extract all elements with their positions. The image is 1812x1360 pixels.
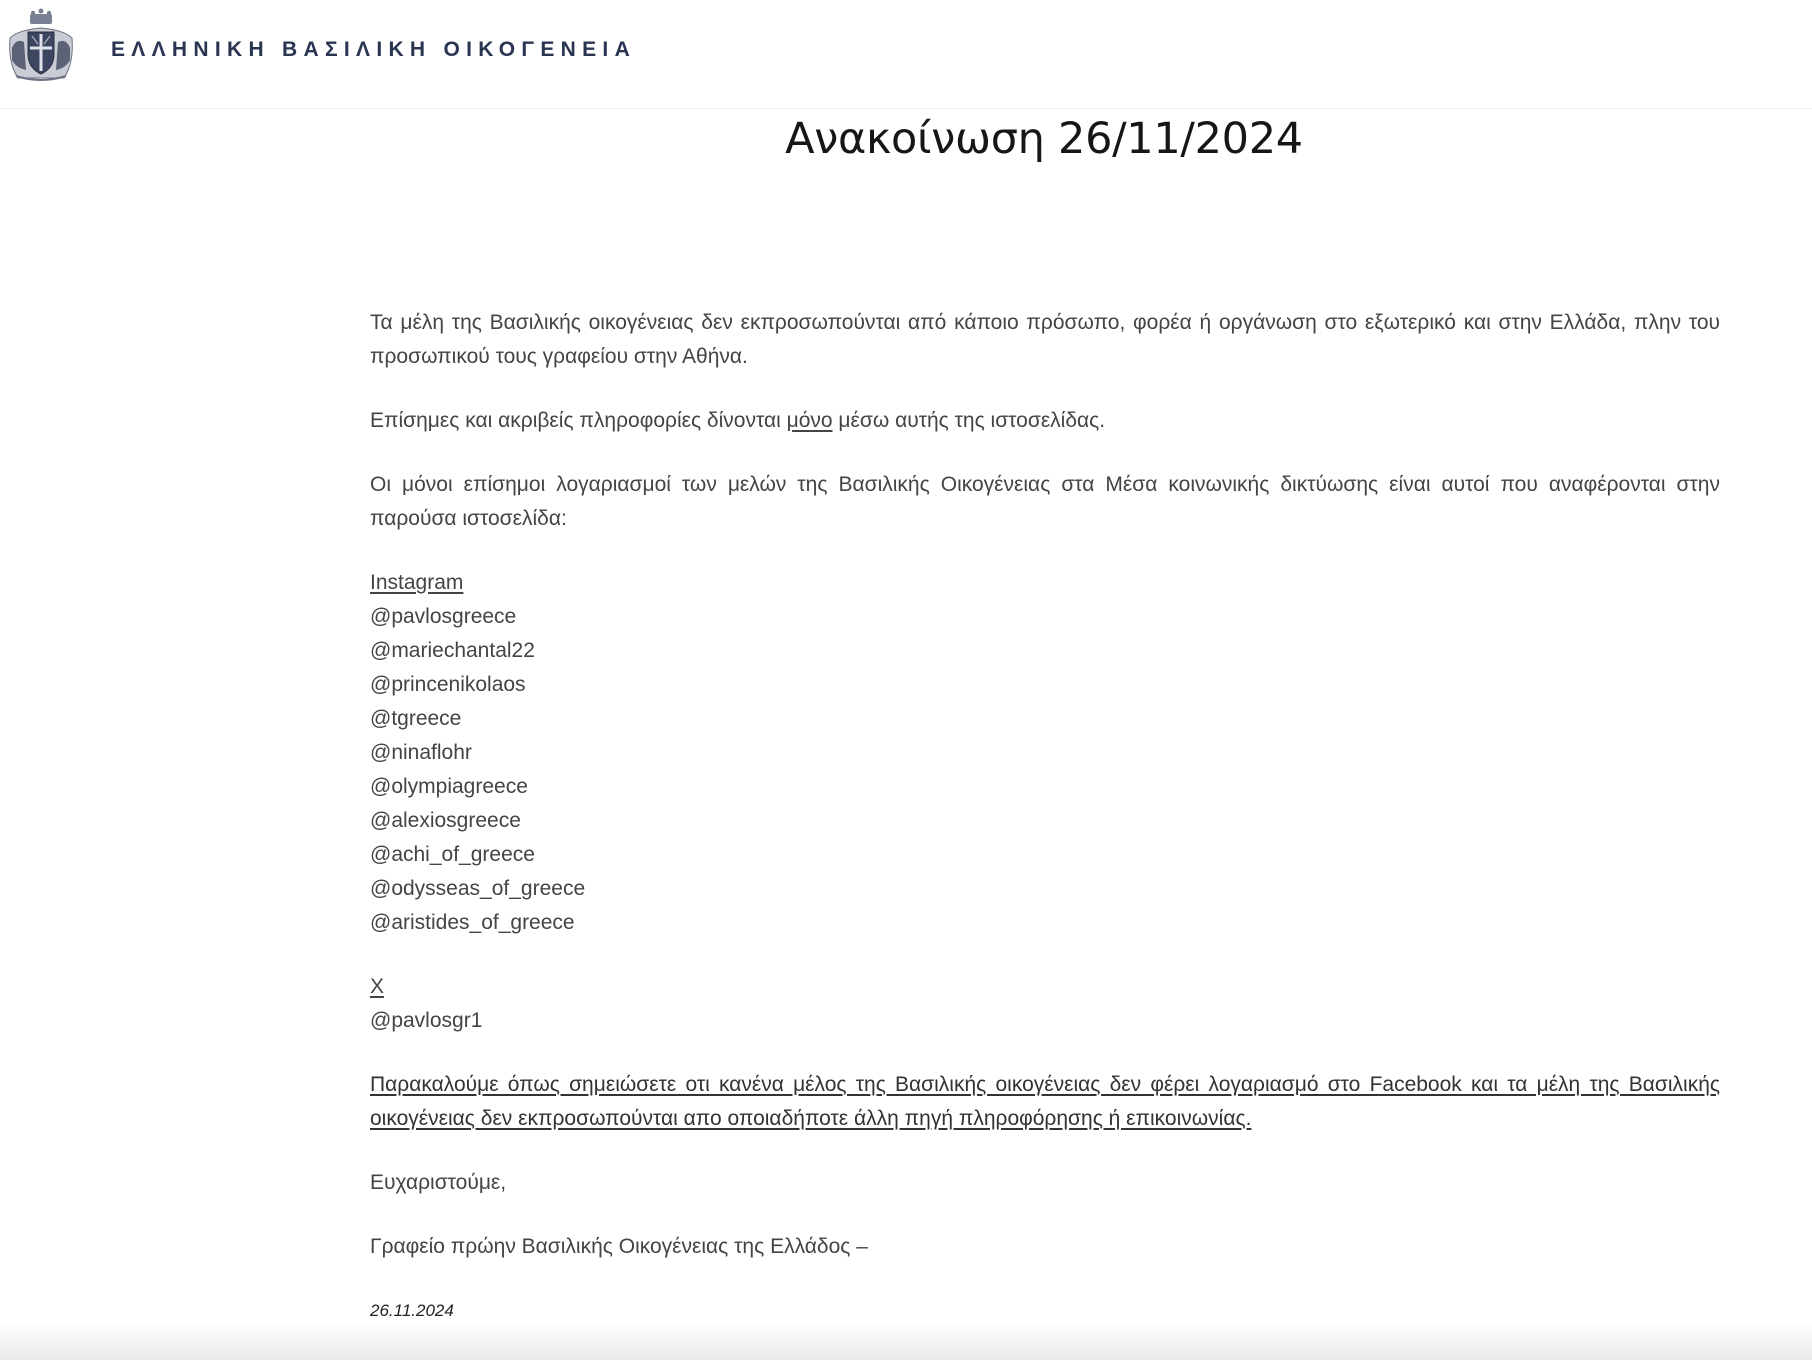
instagram-handle: @pavlosgreece bbox=[370, 605, 517, 628]
facebook-notice-link[interactable]: Παρακαλούμε όπως σημειώσετε οτι κανένα μέλος της Βασιλικής οικογένειας δεν φέρει λογαριασμό στο Facebook και τα μέλη της Βασιλικής οικογένειας δεν εκπροσωπούνται απο οποιαδήποτε άλλη πηγή πληροφόρησης ή επικοινωνίας. bbox=[370, 1073, 1720, 1130]
paragraph-official-info-text-start: Επίσημες και ακριβείς πληροφορίες δίνονται bbox=[370, 409, 787, 432]
page-title: Ανακοίνωση 26/11/2024 bbox=[785, 114, 1303, 164]
thanks-text: Ευχαριστούμε, bbox=[370, 1171, 507, 1194]
instagram-handle: @mariechantal22 bbox=[370, 639, 535, 662]
site-header bbox=[0, 0, 1812, 109]
x-handle: @pavlosgr1 bbox=[370, 1009, 483, 1032]
instagram-handle: @alexiosgreece bbox=[370, 809, 521, 832]
paragraph-official-info bbox=[370, 404, 1720, 438]
paragraph-official-info-text-end: μέσω αυτής της ιστοσελίδας. bbox=[832, 409, 1106, 432]
facebook-notice bbox=[370, 1068, 1720, 1136]
site-brand-link[interactable]: ΕΛΛΗΝΙΚΗ ΒΑΣΙΛΙΚΗ ΟΙΚΟΓΕΝΕΙΑ bbox=[111, 38, 637, 61]
royal-crest-icon[interactable] bbox=[4, 8, 78, 84]
instagram-handle: @achi_of_greece bbox=[370, 843, 535, 866]
x-link[interactable]: X bbox=[370, 975, 385, 998]
page-bottom-shadow bbox=[0, 1320, 1812, 1360]
signature-text: Γραφείο πρώην Βασιλικής Οικογένειας της Ελλάδος – bbox=[370, 1235, 868, 1258]
only-link[interactable]: μόνο bbox=[786, 409, 833, 432]
paragraph-representation: Τα μέλη της Βασιλικής οικογένειας δεν εκπροσωπούνται από κάποιο πρόσωπο, φορέα ή οργάνωση στο εξωτερικό και στην Ελλάδα, πλην του προσωπικού τους γραφείου στην Αθήνα. bbox=[370, 311, 1720, 368]
instagram-handle: @ninaflohr bbox=[370, 741, 472, 764]
instagram-handle: @aristides_of_greece bbox=[370, 911, 575, 934]
instagram-handle: @princenikolaos bbox=[370, 673, 526, 696]
instagram-handle: @tgreece bbox=[370, 707, 462, 730]
x-section bbox=[370, 970, 1720, 1038]
instagram-handle: @olympiagreece bbox=[370, 775, 528, 798]
instagram-link[interactable]: Instagram bbox=[370, 571, 464, 594]
announcement-date: 26.11.2024 bbox=[370, 1301, 454, 1320]
announcement-content bbox=[370, 306, 1720, 1358]
instagram-handle: @odysseas_of_greece bbox=[370, 877, 586, 900]
instagram-section bbox=[370, 566, 1720, 940]
paragraph-social-accounts: Οι μόνοι επίσημοι λογαριασμοί των μελών της Βασιλικής Οικογένειας στα Μέσα κοινωνικής δικτύωσης είναι αυτοί που αναφέρονται στην παρούσα ιστοσελίδα: bbox=[370, 473, 1720, 530]
